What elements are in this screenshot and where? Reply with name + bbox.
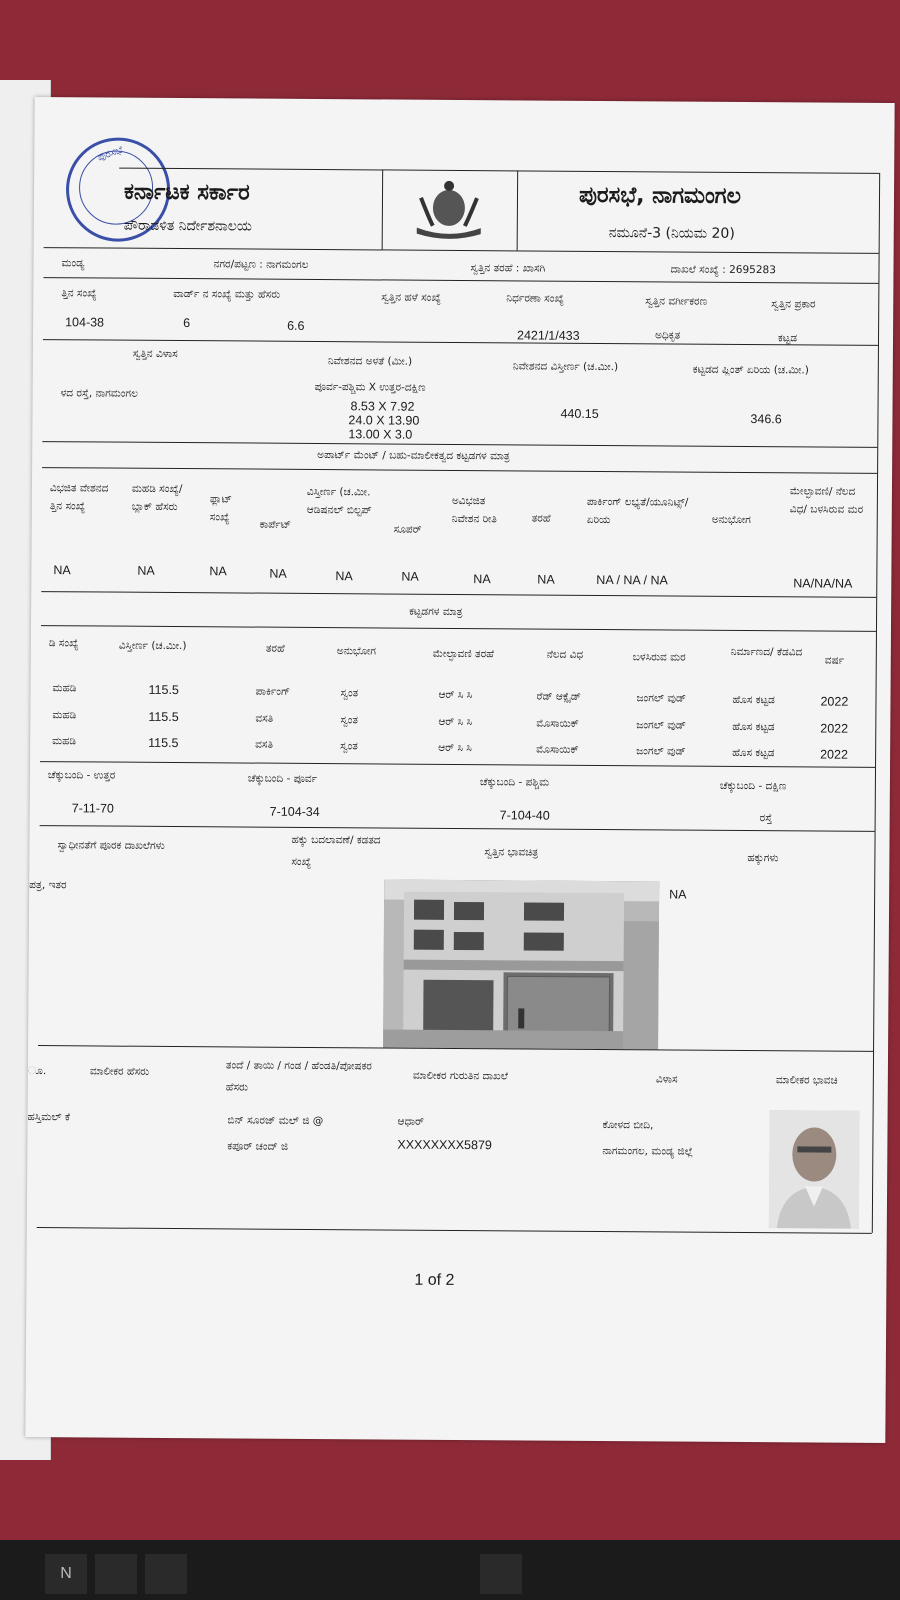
owner-id-header: ಮಾಲೀಕರ ಗುರುತಿನ ದಾಖಲೆ bbox=[412, 1069, 508, 1083]
boundary-north-value: 7-11-70 bbox=[71, 801, 114, 816]
apartment-section-title: ಅಪಾರ್ಟ್ ಮೆಂಟ್ / ಬಹು-ಮಾಲೀಕತ್ವದ ಕಟ್ಟಡಗಳ ಮಾತ್ರ bbox=[317, 448, 510, 463]
ward-header: ವಾರ್ಡ್ ನ ಸಂಖ್ಯೆ ಮತ್ತು ಹೆಸರು bbox=[173, 287, 281, 301]
property-kind-value: ಕಟ್ಟಡ bbox=[777, 332, 798, 345]
apt-header-roof: ಮೇಲ್ಛಾವಣಿ/ ನೆಲದ ವಿಧ/ ಬಳಸಿರುವ ಮರ bbox=[789, 485, 864, 516]
apt-value-floor: NA bbox=[137, 563, 155, 578]
property-photo-header: ಸ್ವತ್ತಿನ ಭಾವಚಿತ್ರ bbox=[484, 846, 539, 859]
bld-row2-status: ಹೊಸ ಕಟ್ಟಡ bbox=[732, 720, 775, 734]
plinth-area-value: 346.6 bbox=[750, 412, 782, 427]
property-type-label: ಸ್ವತ್ತಿನ ತರಹೆ : ಖಾಸಗಿ bbox=[470, 262, 546, 275]
site-measure-header: ನಿವೇಶನದ ಅಳತೆ (ಮೀ.) bbox=[327, 355, 413, 368]
property-kind-header: ಸ್ವತ್ತಿನ ಪ್ರಕಾರ bbox=[771, 298, 816, 311]
state-emblem-icon bbox=[409, 178, 489, 241]
property-no-header: ತ್ತಿನ ಸಂಖ್ಯೆ bbox=[61, 287, 97, 300]
bld-row2-floor: ಮಹಡಿ bbox=[52, 709, 77, 722]
bld-row3-wood: ಜಂಗಲ್ ವುಡ್ bbox=[636, 745, 686, 758]
apt-value-carpet: NA bbox=[269, 566, 287, 581]
apt-header-carpet: ಕಾರ್ಪೆಟ್ bbox=[259, 518, 292, 531]
boundary-west-label: ಚೆಕ್ಕುಬಂದಿ - ಪಶ್ಚಿಮ bbox=[479, 776, 550, 789]
apt-header-parking: ಪಾರ್ಕಿಂಗ್ ಲಭ್ಯತೆ/ಯೂನಿಟ್ಸ್/ ಏರಿಯ bbox=[586, 495, 689, 527]
classification-header: ಸ್ವತ್ತಿನ ವರ್ಗೀಕರಣ bbox=[645, 295, 708, 308]
boundary-south-label: ಚೆಕ್ಕುಬಂದಿ - ದಕ್ಷಿಣ bbox=[719, 779, 787, 793]
bld-row1-area: 115.5 bbox=[148, 682, 179, 698]
bld-row2-usage: ಸ್ವಂತ bbox=[340, 714, 359, 727]
boundary-west-value: 7-104-40 bbox=[499, 808, 550, 823]
property-record-page bbox=[25, 97, 894, 1443]
form-title: ನಮೂನೆ-3 (ನಿಯಮ 20) bbox=[608, 225, 735, 242]
apt-header-usage: ಅನುಭೋಗ bbox=[711, 513, 751, 527]
bld-row1-usage: ಸ್ವಂತ bbox=[340, 687, 359, 700]
bld-header-wood: ಬಳಸಿರುವ ಮರ bbox=[632, 651, 686, 664]
bld-row3-usage: ಸ್ವಂತ bbox=[340, 740, 358, 753]
documents-header: ಸ್ವಾಧೀನತೆಗೆ ಪೂರಕ ದಾಖಲೆಗಳು bbox=[57, 839, 165, 852]
directorate-title: ಪೌರಾಡಳಿತ ನಿರ್ದೇಶನಾಲಯ bbox=[123, 217, 252, 235]
district-label: ಮಂಡ್ಯ bbox=[61, 257, 85, 270]
bld-row1-year: 2022 bbox=[820, 694, 849, 709]
old-no-value: 6.6 bbox=[287, 318, 305, 333]
bld-row2-roof: ಆರ್ ಸಿ ಸಿ bbox=[438, 715, 473, 729]
bld-row1-type: ಪಾರ್ಕಿಂಗ್ bbox=[255, 685, 291, 698]
owner-address-line-2: ನಾಗಮಂಗಲ, ಮಂಡ್ಯ ಜಿಲ್ಲೆ bbox=[602, 1145, 694, 1158]
bld-row1-wood: ಜಂಗಲ್ ವುಡ್ bbox=[636, 692, 687, 705]
bld-row3-roof: ಆರ್ ಸಿ ಸಿ bbox=[438, 741, 472, 755]
bld-header-roof: ಮೇಲ್ಛಾವಣಿ ತರಹೆ bbox=[432, 647, 494, 661]
owner-name: ಹಸ್ತಿಮಲ್ ಕೆ bbox=[27, 1110, 71, 1124]
measure-2: 24.0 X 13.90 bbox=[348, 413, 420, 428]
keyboard-edge: N bbox=[0, 1540, 900, 1600]
bld-row3-year: 2022 bbox=[820, 747, 848, 762]
apt-value-subdivided: NA bbox=[53, 563, 71, 578]
official-seal: ಪುರಸಭೆ bbox=[66, 137, 171, 242]
measure-1: 8.53 X 7.92 bbox=[350, 399, 415, 414]
bld-header-year: ವರ್ಷ bbox=[824, 654, 845, 667]
govt-title: ಕರ್ನಾಟಕ ಸರ್ಕಾರ bbox=[123, 179, 250, 206]
property-no-value: 104-38 bbox=[65, 315, 105, 330]
bld-row2-type: ವಸತಿ bbox=[255, 712, 274, 725]
owner-sl-header: ೂ. bbox=[27, 1064, 47, 1078]
owner-name-header: ಮಾಲೀಕರ ಹೆಸರು bbox=[89, 1065, 150, 1078]
apt-header-flat: ಫ್ಲಾಟ್ ಸಂಖ್ಯೆ bbox=[209, 493, 232, 524]
rights-header: ಹಕ್ಕುಗಳು bbox=[747, 852, 779, 865]
bld-row1-floor-type: ರೆಡ್ ಆಕ್ಸೈಡ್ bbox=[536, 690, 581, 703]
owner-id-type: ಆಧಾರ್ bbox=[397, 1115, 424, 1128]
bld-row2-area: 115.5 bbox=[148, 709, 179, 725]
bld-row2-year: 2022 bbox=[820, 721, 849, 736]
apt-header-type: ತರಹೆ bbox=[531, 512, 551, 525]
apt-header-undivided: ಅವಿಭಜಿತ ನಿವೇಶನ ರೀತಿ bbox=[451, 494, 497, 526]
owner-photo-header: ಮಾಲೀಕರ ಭಾವಚಿ bbox=[775, 1074, 838, 1087]
assessment-no-header: ನಿರ್ಧರಣಾ ಸಂಖ್ಯೆ bbox=[506, 292, 564, 305]
bld-row2-wood: ಜಂಗಲ್ ವುಡ್ bbox=[636, 719, 686, 732]
bld-row2-floor-type: ಮೊಸಾಯಿಕ್ bbox=[536, 717, 579, 730]
owner-relation-line-1: ಬಿನ್ ಸೂರಜ್ ಮಲ್ ಜಿ @ bbox=[227, 1114, 324, 1128]
boundary-south-value: ರಸ್ತೆ bbox=[759, 812, 773, 825]
mutation-header: ಹಕ್ಕು ಬದಲಾವಣೆ/ ಕಡತದ ಸಂಖ್ಯೆ bbox=[291, 833, 381, 868]
apt-value-roof: NA/NA/NA bbox=[793, 576, 853, 591]
address-value: ಳದ ರಸ್ತೆ, ನಾಗಮಂಗಲ bbox=[60, 387, 138, 400]
owner-address-header: ವಿಳಾಸ bbox=[655, 1073, 678, 1086]
ward-no-value: 6 bbox=[183, 316, 191, 331]
page-indicator: 1 of 2 bbox=[414, 1271, 455, 1289]
bld-row1-roof: ಆರ್ ಸಿ ಸಿ bbox=[438, 688, 473, 702]
bld-header-status: ನಿರ್ಮಾಣದ/ ಕೆಡವಿದ bbox=[730, 645, 803, 659]
apt-value-type: NA bbox=[537, 572, 555, 587]
rights-value: NA bbox=[669, 887, 687, 902]
bld-header-floor: ಡಿ ಸಂಖ್ಯೆ bbox=[48, 637, 79, 650]
bld-row3-area: 115.5 bbox=[148, 735, 179, 751]
bld-row3-status: ಹೊಸ ಕಟ್ಟಡ bbox=[732, 746, 775, 760]
plinth-area-header: ಕಟ್ಟಡದ ಪ್ಲಿಂತ್ ಏರಿಯ (ಚ.ಮೀ.) bbox=[692, 363, 809, 377]
owner-id-number: XXXXXXXX5879 bbox=[397, 1137, 492, 1153]
apt-header-subdivided: ವಿಭಜಿತ ವೇಶನದ ತ್ತಿನ ಸಂಖ್ಯೆ bbox=[49, 482, 109, 513]
bld-header-area: ವಿಸ್ತೀರ್ಣ (ಚ.ಮೀ.) bbox=[118, 639, 187, 653]
record-number: ದಾಖಲೆ ಸಂಖ್ಯೆ : 2695283 bbox=[670, 263, 776, 277]
site-area-value: 440.15 bbox=[560, 406, 599, 421]
bld-header-floor-type: ನೆಲದ ವಿಧ bbox=[546, 648, 584, 661]
apt-value-super: NA bbox=[401, 569, 419, 584]
documents-value: ಪತ್ರ, ಇತರ bbox=[29, 878, 67, 892]
bld-row3-floor-type: ಮೊಸಾಯಿಕ್ bbox=[536, 743, 579, 756]
old-no-header: ಸ್ವತ್ತಿನ ಹಳೆ ಸಂಖ್ಯೆ bbox=[381, 291, 441, 304]
owner-address-line-1: ಕೋಳದ ಬೀದಿ, bbox=[602, 1119, 654, 1132]
owner-photo bbox=[769, 1110, 860, 1229]
apt-header-area: ವಿಸ್ತೀರ್ಣ (ಚ.ಮೀ. ಆಡಿಷನಲ್ ಬಿಲ್ಟಪ್ bbox=[306, 485, 372, 517]
bld-header-usage: ಅನುಭೋಗ bbox=[336, 645, 376, 658]
municipality-title: ಪುರಸಭೆ, ನಾಗಮಂಗಲ bbox=[578, 182, 741, 209]
building-section-title: ಕಟ್ಟಡಗಳ ಮಾತ್ರ bbox=[409, 605, 463, 619]
apt-header-floor: ಮಹಡಿ ಸಂಖ್ಯೆ/ಬ್ಲಾಕ್ ಹೆಸರು bbox=[131, 482, 183, 514]
property-photo bbox=[383, 879, 659, 1049]
site-area-header: ನಿವೇಶನದ ವಿಸ್ತೀರ್ಣ (ಚ.ಮೀ.) bbox=[512, 360, 619, 374]
bld-header-type: ತರಹೆ bbox=[265, 642, 285, 655]
classification-value: ಅಧಿಕೃತ bbox=[654, 329, 681, 342]
apt-value-undivided: NA bbox=[473, 572, 491, 587]
owner-relation-line-2: ಕಪೂರ್ ಚಂದ್ ಜಿ bbox=[227, 1140, 289, 1153]
bld-row3-floor: ಮಹಡಿ bbox=[52, 735, 77, 748]
measure-3: 13.00 X 3.0 bbox=[348, 427, 413, 442]
address-header: ಸ್ವತ್ತಿನ ವಿಳಾಸ bbox=[132, 347, 178, 361]
town-label: ನಗರ/ಪಟ್ಟಣ : ನಾಗಮಂಗಲ bbox=[213, 258, 309, 271]
owner-relation-header: ತಂದೆ / ತಾಯಿ / ಗಂಡ / ಹೆಂಡತಿ/ಪೋಷಕರ ಹೆಸರು bbox=[225, 1059, 372, 1094]
apt-value-area: NA bbox=[335, 569, 353, 584]
boundary-east-value: 7-104-34 bbox=[269, 804, 320, 820]
apt-value-parking: NA / NA / NA bbox=[596, 572, 668, 588]
boundary-north-label: ಚೆಕ್ಕುಬಂದಿ - ಉತ್ತರ bbox=[47, 769, 116, 782]
boundary-east-label: ಚೆಕ್ಕುಬಂದಿ - ಪೂರ್ವ bbox=[247, 772, 318, 786]
bld-row3-type: ವಸತಿ bbox=[255, 738, 274, 751]
measure-direction-label: ಪೂರ್ವ-ಪಶ್ಚಿಮ X ಉತ್ತರ-ದಕ್ಷಿಣ bbox=[314, 380, 426, 394]
assessment-no-value: 2421/1/433 bbox=[516, 328, 580, 343]
apt-header-super: ಸೂಪರ್ bbox=[393, 523, 422, 536]
bld-row1-floor: ಮಹಡಿ bbox=[52, 682, 77, 695]
bld-row1-status: ಹೊಸ ಕಟ್ಟಡ bbox=[732, 693, 775, 707]
apt-value-flat: NA bbox=[209, 564, 227, 579]
